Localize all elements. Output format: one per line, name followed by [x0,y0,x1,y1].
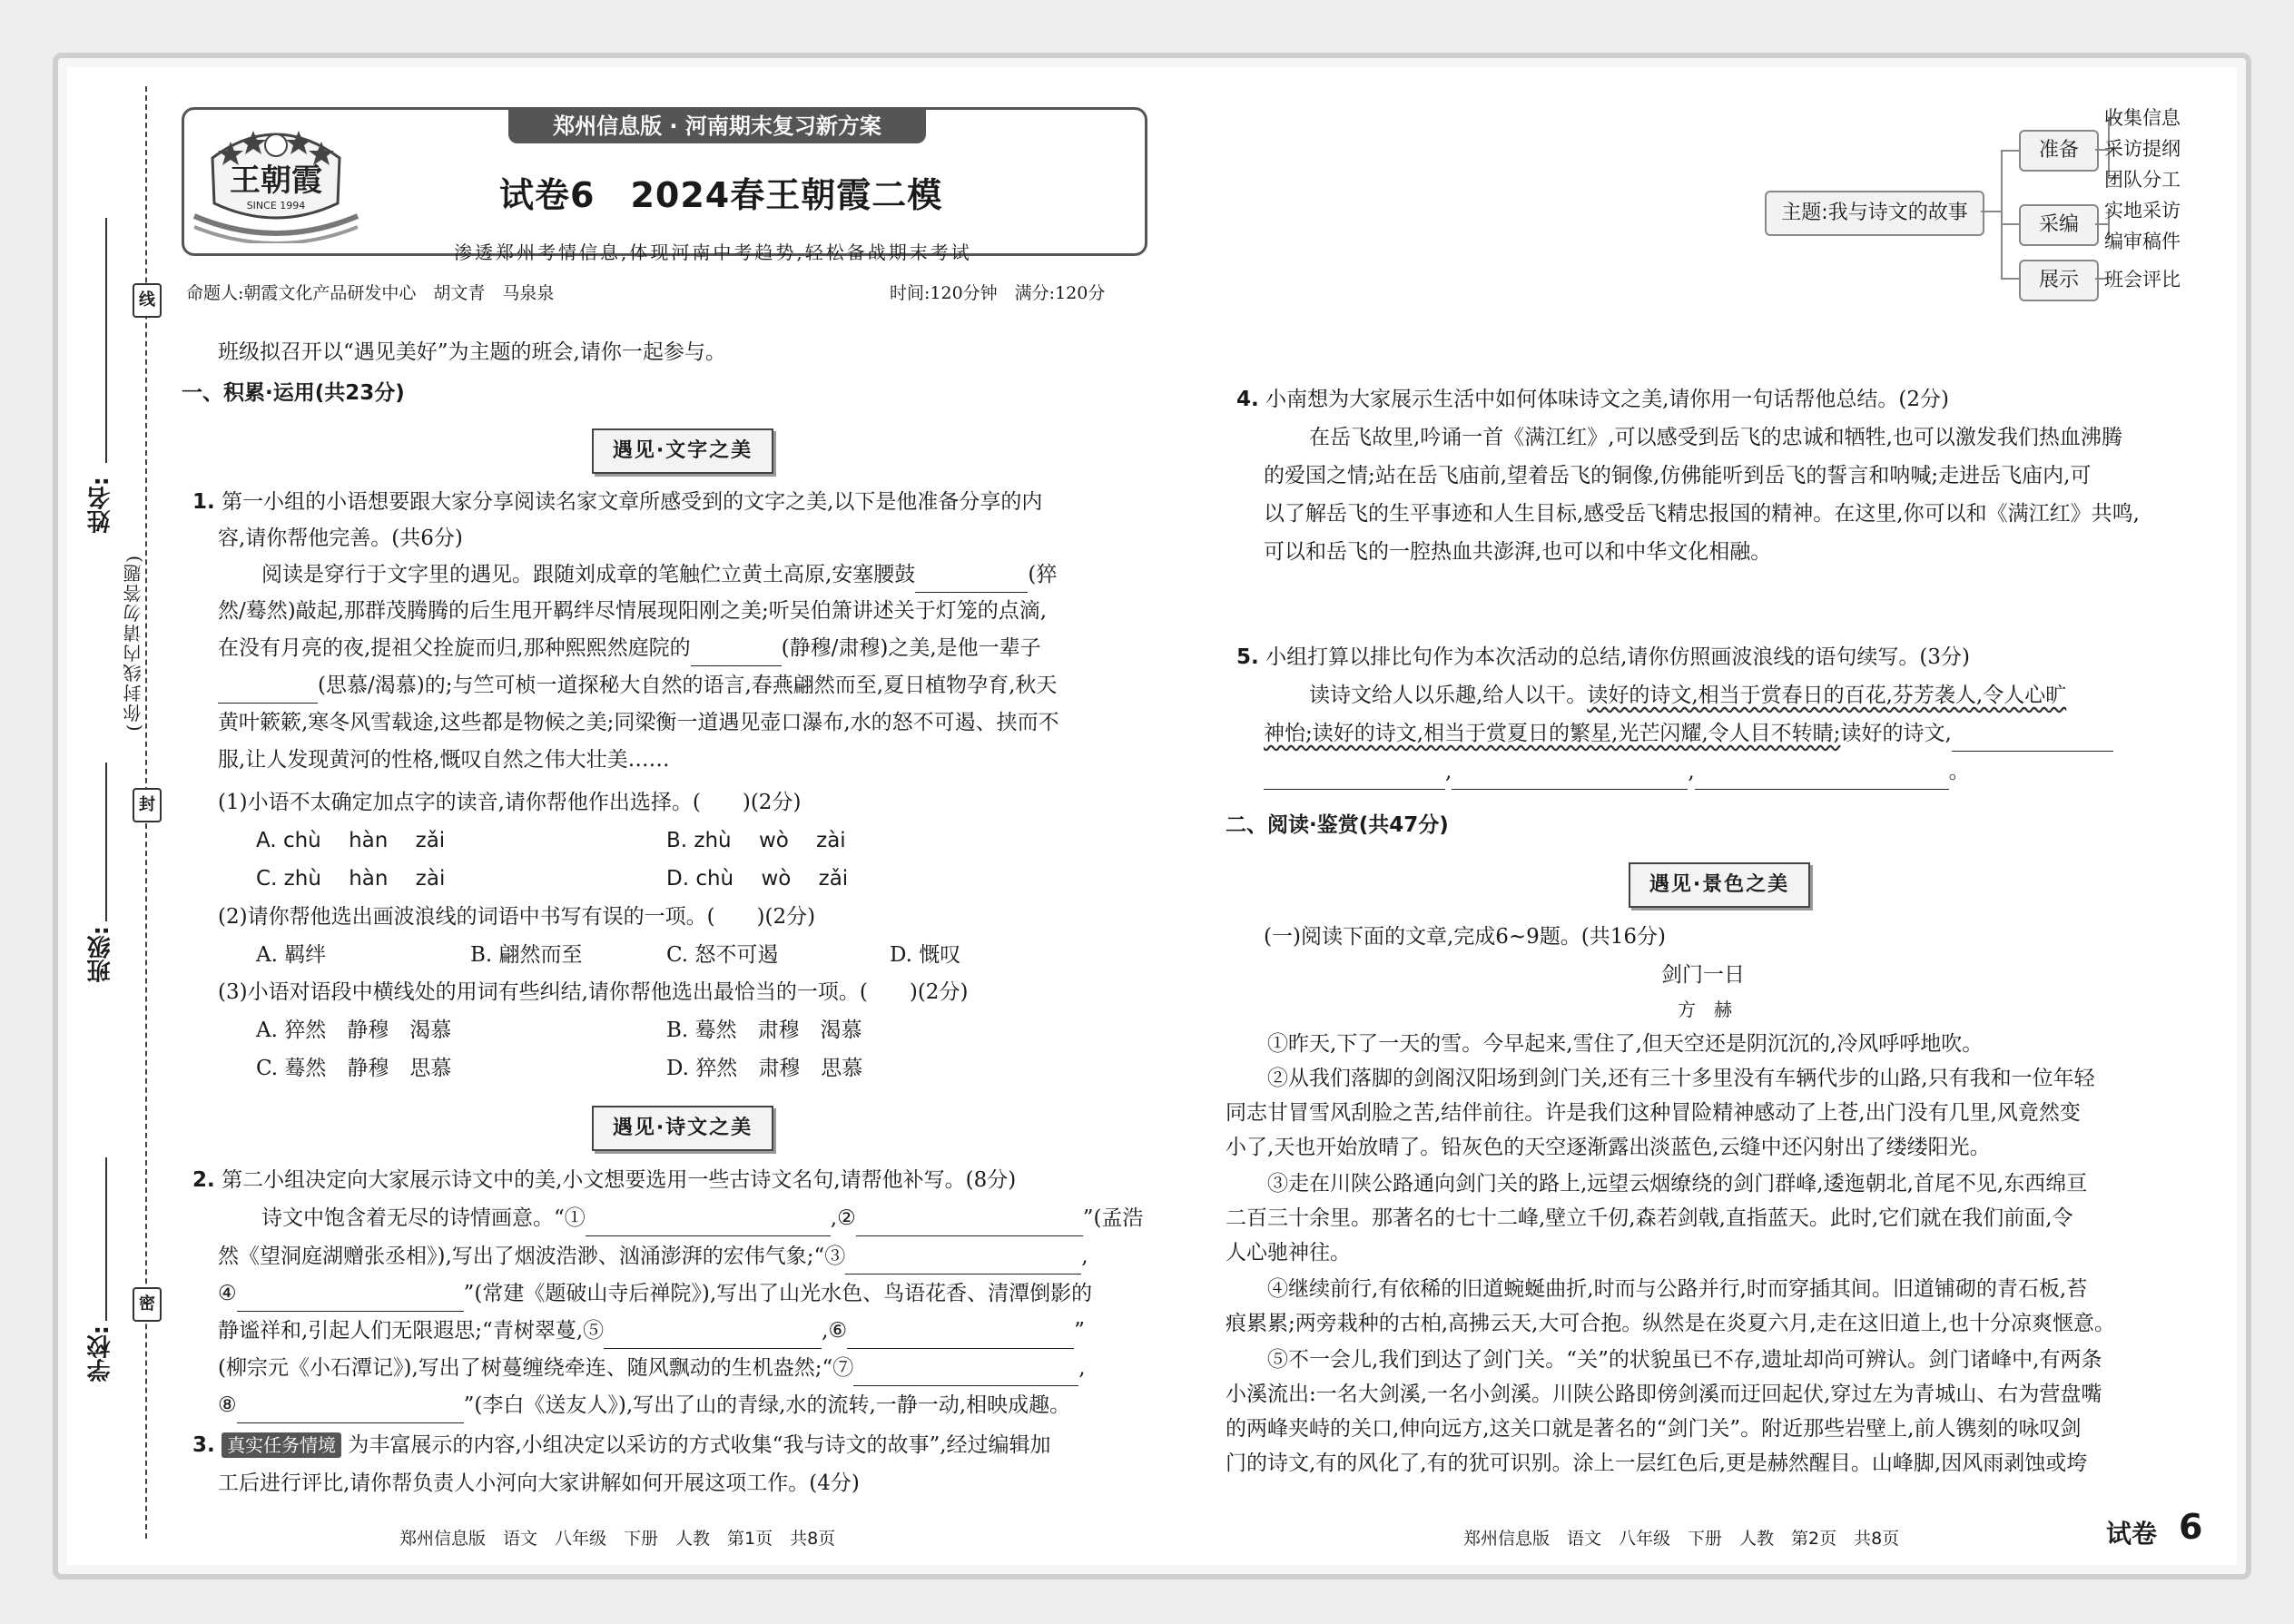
article-paragraph: 二百三十余里。那著名的七十二峰,壁立千仞,森若剑戟,直指蓝天。此时,它们就在我们前面,令 [1226,1206,2073,1230]
q1-number: 1. [192,490,215,514]
fill-line: ”(李白《送友人》),写出了山的青绿,水的流转,一静一动,相映成趣。 [463,1393,1071,1417]
answer-blank[interactable] [1952,751,2113,752]
banner-tab: 郑州信息版 · 河南期末复习新方案 [508,109,926,143]
class-label: 班级: [87,926,114,983]
paper-title: 试卷6 2024春王朝霞二模 [499,175,943,215]
mindmap-connector [2001,150,2019,152]
section-2-heading: 二、阅读·鉴赏(共47分) [1226,813,1449,837]
answer-blank[interactable] [586,1235,831,1236]
option-b[interactable]: B. 翩然而至 [470,943,583,967]
q2-stem: 第二小组决定向大家展示诗文中的美,小文想要选用一些古诗文名句,请帮他补写。(8分) [222,1168,1017,1192]
passage-line: 黄叶簌簌,寒冬风雪载途,这些都是物候之美;同梁衡一道遇见壶口瀑布,水的怒不可遏、挟而不 [218,711,1059,734]
article-paragraph: ③走在川陕公路通向剑门关的路上,远望云烟缭绕的剑门群峰,逶迤朝北,首尾不见,东西绵亘 [1267,1172,2088,1196]
answer-blank[interactable] [1452,789,1688,790]
mindmap-branch-edit: 采编 [2019,204,2099,246]
q3-stem: 为丰富展示的内容,小组决定以采访的方式收集“我与诗文的故事”,经过编辑加 [348,1433,1051,1457]
answer-blank[interactable] [853,1385,1078,1386]
q5-wavy-line: 读好的诗文,相当于赏春日的百花,芬芳袭人,令人心旷 [1587,684,2067,707]
stamp-text-beauty: 遇见·文字之美 [592,428,773,474]
fill-line: , [1081,1245,1088,1268]
mindmap-leaf: 班会评比 [2104,269,2181,290]
q4-passage-line: 可以和岳飞的一腔热血共澎湃,也可以和中华文化相融。 [1264,540,1772,564]
q4-stem: 小南想为大家展示生活中如何体味诗文之美,请你用一句话帮他总结。(2分) [1265,388,1949,411]
answer-blank[interactable] [218,703,318,704]
fill-line: ⑧ [218,1393,237,1417]
fill-line: ④ [218,1282,237,1305]
svg-text:SINCE 1994: SINCE 1994 [246,200,306,212]
q5-line: 读好的诗文, [1840,722,1952,745]
fill-line: 然《望洞庭湖赠张丞相》),写出了烟波浩渺、汹涌澎湃的宏伟气象;“③ [218,1245,846,1268]
school-label: 学校: [87,1325,114,1383]
mindmap-leaf: 采访提纲 [2104,138,2181,160]
answer-blank[interactable] [847,1348,1074,1349]
brand-logo [185,114,367,243]
q5-stem: 小组打算以排比句作为本次活动的总结,请你仿照画波浪线的语句续写。(3分) [1265,645,1970,669]
q2-number: 2. [192,1168,215,1192]
authors: 命题人:朝霞文化产品研发中心 胡文青 马泉泉 [186,283,555,303]
seal-mark: 密 [133,1287,162,1322]
q5-line: , [1688,760,1695,783]
article-paragraph: 同志甘冒雪风刮脸之苦,结伴前往。许是我们这种冒险精神感动了上苍,出门没有几里,风竟然变 [1226,1101,2081,1125]
option-a[interactable]: A. 猝然 静穆 渴慕 [256,1019,452,1042]
mindmap-connector [1981,211,2001,212]
answer-notice: (你封线内请勿答题) [123,554,144,732]
q1-sub-2: (2)请你帮他选出画波浪线的词语中书写有误的一项。( )(2分) [218,905,816,929]
q1-sub-1: (1)小语不太确定加点字的读音,请你帮他作出选择。( )(2分) [218,791,802,814]
name-label: 姓名: [87,477,114,534]
article-paragraph: ⑤不一会儿,我们到达了剑门关。“关”的状貌虽已不存,遗址却尚可辨认。剑门诸峰中,有两条 [1267,1348,2102,1372]
fill-line: ,② [830,1206,856,1230]
passage-line: 阅读是穿行于文字里的遇见。跟随刘成章的笔触伫立黄土高原,安塞腰鼓 [261,563,916,586]
mindmap-connector [2001,278,2019,280]
mindmap-leaf: 收集信息 [2104,107,2181,129]
article-paragraph: ④继续前行,有依稀的旧道蜿蜒曲折,时而与公路并行,时而穿插其间。旧道铺砌的青石板,苔 [1267,1277,2088,1301]
passage-line: (静穆/肃穆)之美,是他一辈子 [781,636,1041,660]
mindmap-connector [2095,223,2108,225]
passage-line: (思慕/渴慕)的;与竺可桢一道探秘大自然的语言,春燕翩然而至,夏日植物孕育,秋天 [318,674,1058,697]
answer-blank[interactable] [856,1235,1083,1236]
option-d[interactable]: D. chù wò zǎi [666,867,849,891]
q5-wavy-line: 神怡;读好的诗文,相当于赏夏日的繁星,光芒闪耀,令人目不转睛; [1264,722,1841,745]
article-paragraph: ②从我们落脚的剑阁汉阳场到剑门关,还有三十多里没有车辆代步的山路,只有我和一位年轻 [1267,1067,2095,1090]
article-paragraph: 人心驰神往。 [1226,1241,1351,1265]
passage-line: 然/蓦然)敲起,那群茂腾腾的后生甩开羁绊尽情展现阳刚之美;听吴伯箫讲述关于灯笼的点滴, [218,599,1048,623]
passage-line: 在没有月亮的夜,提祖父拴旋而归,那种熙熙然庭院的 [218,636,691,660]
mindmap-leaf: 实地采访 [2104,200,2181,221]
answer-blank[interactable] [845,1274,1081,1275]
option-c[interactable]: C. zhù hàn zài [256,867,446,891]
time-score: 时间:120分钟 满分:120分 [890,283,1106,303]
q5-line: 。 [1948,760,1970,783]
q5-line: 读诗文给人以乐趣,给人以干。 [1309,684,1588,707]
mindmap-branch-show: 展示 [2019,260,2099,301]
stamp-poem-beauty: 遇见·诗文之美 [592,1106,773,1151]
answer-blank[interactable] [1264,789,1445,790]
option-c[interactable]: C. 怒不可遏 [666,943,779,967]
fill-line: 静谧祥和,引起人们无限遐思;“青树翠蔓,⑤ [218,1319,605,1343]
paper-number: 6 [2179,1507,2203,1547]
q3-stem-2: 工后进行评比,请你帮负责人小河向大家讲解如何开展这项工作。(4分) [218,1471,860,1495]
q5-number: 5. [1236,645,1259,669]
fill-line: ” [1074,1319,1085,1343]
seal-mark: 封 [133,788,162,822]
fill-line: ”(常建《题破山寺后禅院》),写出了山光水色、鸟语花香、清潭倒影的 [463,1282,1093,1305]
q4-number: 4. [1236,388,1259,411]
q1-sub-3: (3)小语对语段中横线处的用词有些纠结,请你帮他选出最恰当的一项。( )(2分) [218,980,969,1004]
answer-blank[interactable] [604,1348,822,1349]
fill-line: 诗文中饱含着无尽的诗情画意。“① [261,1206,586,1230]
article-title: 剑门一日 [1661,963,1745,987]
section-1-heading: 一、积累·运用(共23分) [182,381,405,405]
class-line [105,763,107,921]
intro: 班级拟召开以“遇见美好”为主题的班会,请你一起参与。 [218,340,726,364]
article-paragraph: 痕累累;两旁栽种的古柏,高拂云天,大可合抱。纵然是在炎夏六月,走在这旧道上,也十分凉爽惬意。 [1226,1312,2115,1335]
option-a[interactable]: A. chù hàn zǎi [256,829,446,852]
mindmap-branch-prepare: 准备 [2019,130,2099,172]
fill-line: ,⑥ [822,1319,848,1343]
fill-line: ”(孟浩 [1082,1206,1144,1230]
paper-label: 试卷 [2106,1519,2158,1549]
article-paragraph: 小溪流出:一名大剑溪,一名小剑溪。川陕公路即傍剑溪而迂回起伏,穿过左为青城山、右为营盘嘴 [1226,1383,2102,1406]
q1-stem-2: 容,请你帮他完善。(共6分) [218,527,463,550]
option-d[interactable]: D. 猝然 肃穆 思慕 [666,1057,863,1080]
mindmap-connector [2001,223,2019,225]
q5-line: , [1445,760,1452,783]
passage-line: 服,让人发现黄河的性格,慨叹自然之伟大壮美…… [218,748,670,772]
mindmap-topic: 主题:我与诗文的故事 [1765,191,1984,236]
seal-mark: 线 [133,283,162,318]
task-tag: 真实任务情境 [222,1432,341,1458]
article-paragraph: 的两峰夹峙的关口,伸向远方,这关口就是著名的“剑门关”。附近那些岩壁上,前人镌刻的咏叹剑 [1226,1417,2082,1441]
footer-right: 郑州信息版 语文 八年级 下册 人教 第2页 共8页 [1463,1529,1900,1549]
mindmap-connector [2001,150,2003,280]
q3-number: 3. [192,1433,215,1457]
q4-passage-line: 以了解岳飞的生平事迹和人生目标,感受岳飞精忠报国的精神。在这里,你可以和《满江红》共鸣, [1264,502,2140,526]
mindmap-leaf: 团队分工 [2104,169,2181,191]
stamp-scenery-beauty: 遇见·景色之美 [1629,862,1810,908]
answer-blank[interactable] [237,1311,464,1312]
q4-passage-line: 的爱国之情;站在岳飞庙前,望着岳飞的铜像,仿佛能听到岳飞的誓言和呐喊;走进岳飞庙内,可 [1264,464,2092,487]
answer-blank[interactable] [691,665,782,666]
passage-line: (猝 [1028,563,1058,586]
article-author: 方 赫 [1678,999,1732,1020]
footer-left: 郑州信息版 语文 八年级 下册 人教 第1页 共8页 [399,1529,836,1549]
option-c[interactable]: C. 蓦然 静穆 思慕 [256,1057,452,1080]
fill-line: (柳宗元《小石潭记》),写出了树蔓缠绕牵连、随风飘动的生机盎然;“⑦ [218,1356,854,1380]
q4-passage-line: 在岳飞故里,吟诵一首《满江红》,可以感受到岳飞的忠诚和牺牲,也可以激发我们热血沸腾 [1309,426,2122,449]
q1-stem: 第一小组的小语想要跟大家分享阅读名家文章所感受到的文字之美,以下是他准备分享的内 [222,490,1043,514]
article-paragraph: ①昨天,下了一天的雪。今早起来,雪住了,但天空还是阴沉沉的,冷风呼呼地吹。 [1267,1032,1984,1056]
svg-text:王朝霞: 王朝霞 [230,162,322,199]
option-a[interactable]: A. 羁绊 [256,943,327,967]
mindmap-leaf: 编审稿件 [2104,231,2181,252]
answer-blank[interactable] [237,1422,464,1423]
school-line [105,1157,107,1321]
option-d[interactable]: D. 慨叹 [890,943,961,967]
answer-blank[interactable] [1695,789,1949,790]
name-line [105,218,107,463]
article-paragraph: 门的诗文,有的风化了,有的犹可识别。涂上一层红色后,更是赫然醒目。山峰脚,因风雨剥蚀或垮 [1226,1452,2088,1475]
fill-line: , [1078,1356,1086,1380]
reading-intro: (一)阅读下面的文章,完成6~9题。(共16分) [1264,925,1667,949]
article-paragraph: 小了,天也开始放晴了。铅灰色的天空逐渐露出淡蓝色,云缝中还闪射出了缕缕阳光。 [1226,1136,1991,1159]
slogan: 渗透郑州考情信息,体现河南中考趋势,轻松备战期末考试 [454,241,972,263]
option-b[interactable]: B. zhù wò zài [666,829,846,852]
option-b[interactable]: B. 蓦然 肃穆 渴慕 [666,1019,862,1042]
